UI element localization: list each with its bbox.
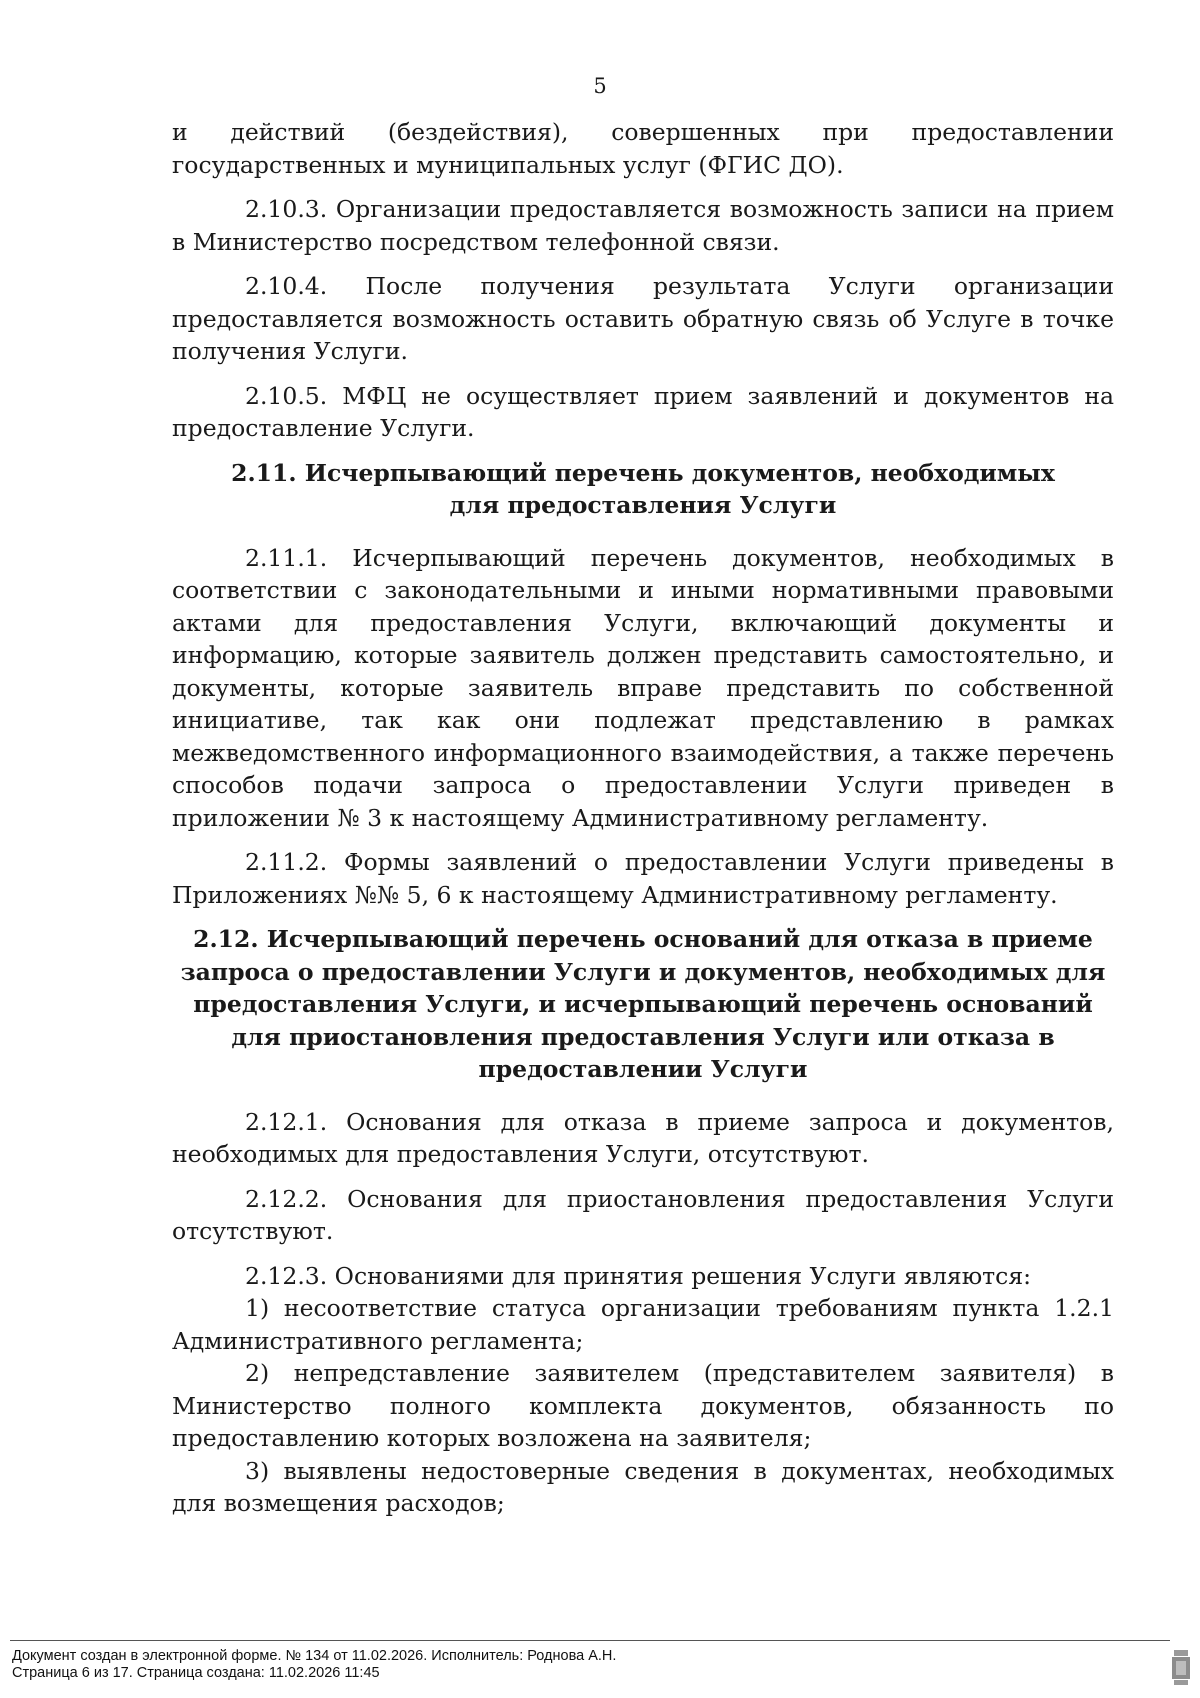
paragraph-2-11-1: 2.11.1. Исчерпывающий перечень документов, необходимых в соответствии с законодательными и иными нормативными правовыми актами для предоставления Услуги, включающий документы и информацию, которые заявитель должен представить самостоятельно, и документы, которые заявитель вправе представить по собственной инициативе, так как они подлежат представлению в рамках межведомственного информационного взаимодействия, а также перечень способов подачи запроса о предоставлении Услуги приведен в приложении № 3 к настоящему Административному регламенту.: [172, 543, 1114, 832]
coat-of-arms-icon: [1170, 1648, 1192, 1688]
section-heading-2-11: 2.11. Исчерпывающий перечень документов, необходимых для предоставления Услуги: [231, 458, 1055, 519]
paragraph-continuation: и действий (бездействия), совершенных при предоставлении государственных и муниципальных услуг (ФГИС ДО).: [172, 118, 1114, 179]
footer-line-page-info: Страница 6 из 17. Страница создана: 11.02.2026 11:45: [12, 1665, 380, 1681]
document-footer: [0, 1640, 1200, 1698]
footer-divider: [10, 1640, 1170, 1641]
list-item-2: 2) непредставление заявителем (представителем заявителя) в Министерство полного комплекта документов, обязанность по предоставлению которых возложена на заявителя;: [172, 1359, 1114, 1452]
list-item-3: 3) выявлены недостоверные сведения в документах, необходимых для возмещения расходов;: [172, 1456, 1114, 1517]
page-number: 5: [593, 74, 607, 98]
paragraph-2-12-3: 2.12.3. Основаниями для принятия решения Услуги являются:: [245, 1261, 1032, 1290]
paragraph-2-10-3: 2.10.3. Организации предоставляется возможность записи на прием в Министерство посредством телефонной связи.: [172, 195, 1114, 256]
paragraph-2-10-4: 2.10.4. После получения результата Услуги организации предоставляется возможность оставить обратную связь об Услуге в точке получения Услуги.: [172, 272, 1114, 365]
paragraph-2-12-1: 2.12.1. Основания для отказа в приеме запроса и документов, необходимых для предоставления Услуги, отсутствуют.: [172, 1107, 1114, 1168]
footer-text: [12, 1648, 616, 1682]
paragraph-2-11-2: 2.11.2. Формы заявлений о предоставлении Услуги приведены в Приложениях №№ 5, 6 к настоящему Административному регламенту.: [172, 848, 1114, 909]
section-heading-2-12: 2.12. Исчерпывающий перечень оснований для отказа в приеме запроса о предоставлении Услуги и документов, необходимых для предоставления Услуги, и исчерпывающий перечень оснований для приостановления предоставления Услуги или отказа в предоставлении Услуги: [180, 925, 1106, 1083]
paragraph-2-10-5: 2.10.5. МФЦ не осуществляет прием заявлений и документов на предоставление Услуги.: [172, 381, 1114, 442]
document-body: [172, 116, 1114, 1520]
paragraph-2-12-2: 2.12.2. Основания для приостановления предоставления Услуги отсутствуют.: [172, 1184, 1114, 1245]
footer-line-document-info: Документ создан в электронной форме. № 134 от 11.02.2026. Исполнитель: Роднова А.Н.: [12, 1648, 617, 1664]
list-item-1: 1) несоответствие статуса организации требованиям пункта 1.2.1 Административного регламента;: [172, 1294, 1114, 1355]
